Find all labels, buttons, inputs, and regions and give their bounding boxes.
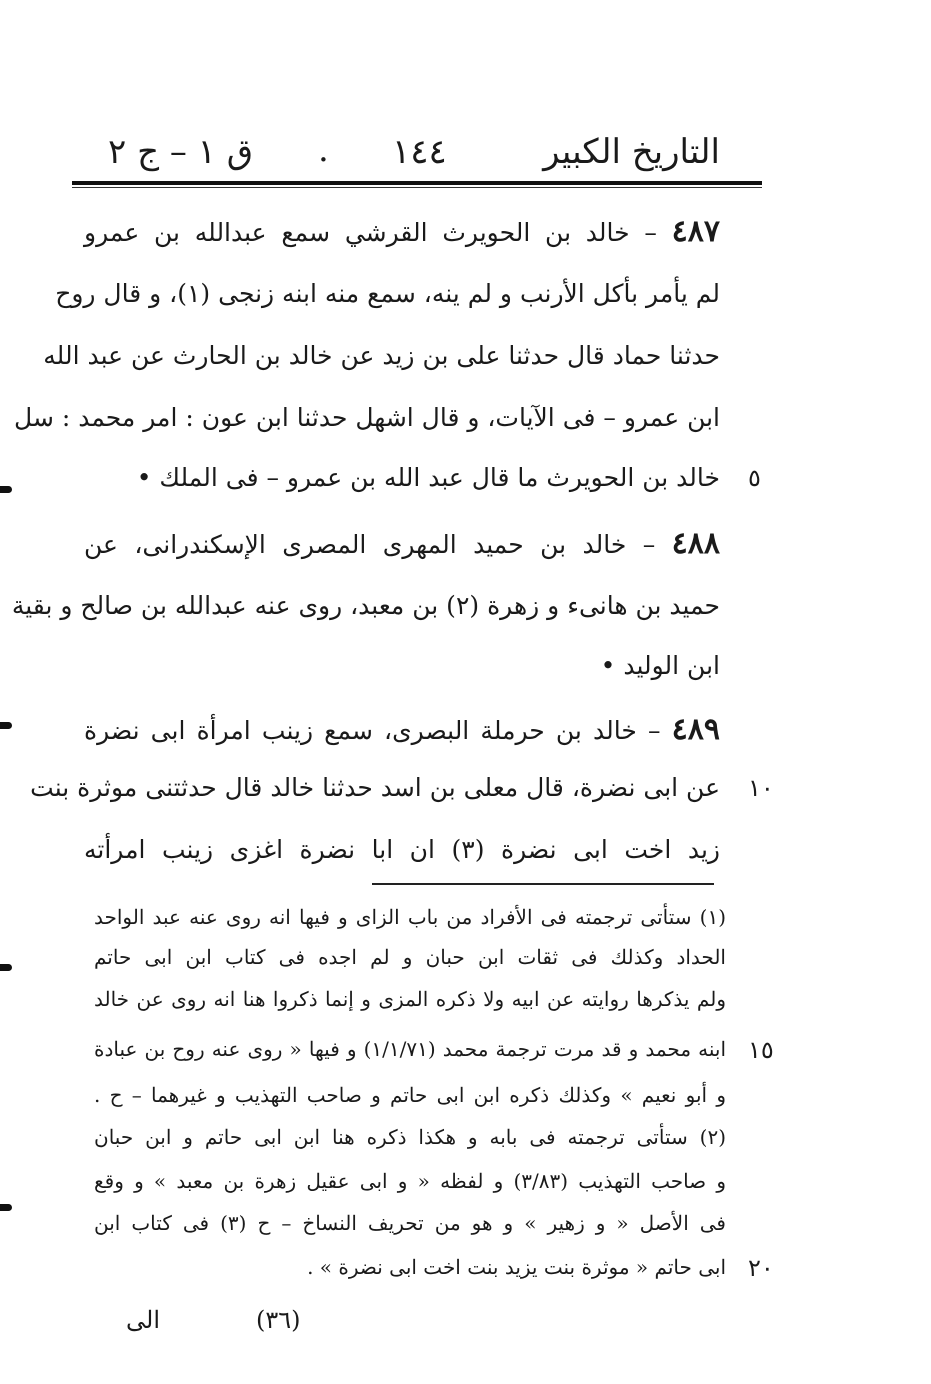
footnote-line-6: (٢) ستأتى ترجمته فى بابه و هكذا ذكره هنا ابن ابى حاتم و ابن حبان — [94, 1125, 726, 1149]
line-number-5: ٥ — [748, 464, 761, 492]
line-number-15: ١٥ — [748, 1036, 774, 1064]
signature-mark: (٣٦) — [256, 1306, 301, 1334]
entry-number: ٤٨٧ — [671, 214, 721, 249]
entry-487-line-4: ابن عمرو – فى الآيات، و قال اشهل حدثنا ابن عون : امر محمد : سل — [14, 403, 720, 432]
margin-mark — [0, 486, 12, 493]
footnote-rule — [372, 883, 714, 885]
header-rule — [72, 181, 762, 185]
entry-text: – خالد بن حميد المهرى المصرى الإسكندرانى، عن — [84, 530, 656, 559]
entry-487-line-3: حدثنا حماد قال حدثنا على بن زيد عن خالد بن الحارث عن عبد الله — [43, 341, 720, 370]
footnote-line-2: الحداد وكذلك فى ثقات ابن حبان و لم اجده فى كتاب ابن ابى حاتم — [94, 945, 726, 969]
footnote-line-9: ابى حاتم « موثرة بنت يزيد بنت اخت ابى نضرة » . — [307, 1255, 726, 1279]
footnote-line-3: ولم يذكرها روايته عن ابيه ولا ذكره المزى و إنما ذكروا هنا انه روى عن خالد — [94, 987, 726, 1011]
entry-487-line-2: لم يأمر بأكل الأرنب و لم ينه، سمع منه ابنه زنجى (١)، و قال روح — [55, 279, 720, 308]
entry-488-line-2: حميد بن هانىء و زهرة (٢) بن معبد، روى عنه عبدالله بن صالح و بقية — [11, 591, 720, 620]
catchword: الى — [126, 1306, 160, 1334]
header-rule-thin — [72, 187, 762, 188]
entry-489-line-2: عن ابى نضرة، قال معلى بن اسد حدثنا خالد قال حدثتنى موثرة بنت — [30, 773, 720, 802]
footnote-line-5: و أبو نعيم » وكذلك ذكره ابن ابى حاتم و صاحب التهذيب و غيرهما – ح . — [94, 1083, 726, 1107]
entry-number: ٤٨٩ — [671, 712, 720, 747]
entry-489-line-3: زيد اخت ابى نضرة (٣) ان ابا نضرة اغزى زينب امرأته — [84, 835, 720, 864]
entry-487-line-5: خالد بن الحويرث ما قال عبد الله بن عمرو – فى الملك • — [136, 463, 720, 492]
footnote-line-4: ابنه محمد و قد مرت ترجمة محمد (١/١/٧١) و فيها « روى عنه روح بن عبادة — [94, 1037, 726, 1061]
entry-number: ٤٨٨ — [671, 526, 720, 561]
page-number: ١٤٤ — [392, 132, 447, 172]
entry-text: – خالد بن الحويرث القرشي سمع عبدالله بن عمرو — [84, 218, 657, 247]
entry-488-line-3: ابن الوليد • — [600, 651, 720, 680]
line-number-10: ١٠ — [748, 774, 774, 802]
footnote-line-1: (١) ستأتى ترجمته فى الأفراد من باب الزاى و فيها انه روى عنه عبد الواحد — [94, 905, 726, 929]
volume-label: ق ١ – ج ٢ — [108, 132, 254, 172]
footnote-line-7: و صاحب التهذيب (٣/٨٣) و لفظه « و ابى عقيل زهرة بن معبد » و وقع — [94, 1169, 727, 1193]
footnote-line-8: فى الأصل « و زهير » و هو من تحريف النساخ – ح (٣) فى كتاب ابن — [94, 1211, 726, 1235]
margin-mark — [0, 1204, 12, 1211]
header-dot: . — [318, 130, 329, 170]
entry-487-line-1 — [84, 212, 720, 252]
entry-488-line-1 — [84, 524, 720, 564]
entry-489-line-1 — [84, 710, 720, 750]
book-title: التاريخ الكبير — [543, 132, 720, 172]
margin-mark — [0, 964, 12, 971]
entry-text: – خالد بن حرملة البصرى، سمع زينب امرأة ابى نضرة — [84, 716, 661, 745]
margin-mark — [0, 722, 12, 729]
line-number-20: ٢٠ — [748, 1254, 774, 1282]
